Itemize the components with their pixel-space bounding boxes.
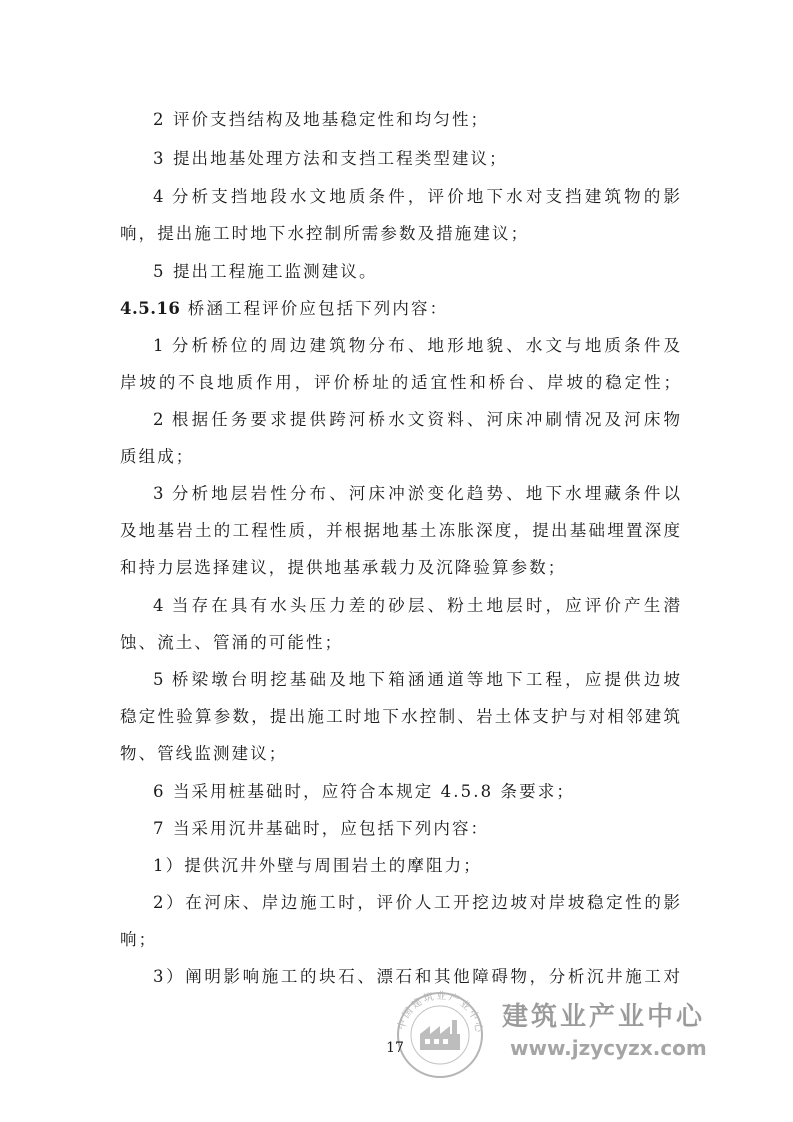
paragraph-line: 7 当采用沉井基础时，应包括下列内容： bbox=[153, 819, 490, 838]
paragraph-line: 岸坡的不良地质作用，评价桥址的适宜性和桥台、岸坡的稳定性； bbox=[120, 373, 680, 392]
paragraph-line: 响，提出施工时地下水控制所需参数及措施建议； bbox=[120, 224, 530, 243]
paragraph-line: 4 当存在具有水头压力差的砂层、粉土地层时，应评价产生潜 bbox=[153, 596, 680, 615]
watermark bbox=[380, 990, 720, 1080]
paragraph-line: 3 分析地层岩性分布、河床冲淤变化趋势、地下水埋藏条件以 bbox=[153, 484, 680, 503]
paragraph-line: 1）提供沉井外壁与周围岩土的摩阻力； bbox=[153, 856, 482, 875]
paragraph-line: 稳定性验算参数，提出施工时地下水控制、岩土体支护与对相邻建筑 bbox=[120, 707, 680, 726]
paragraph-line: 2 评价支挡结构及地基稳定性和均匀性； bbox=[153, 110, 490, 129]
paragraph-line: 及地基岩土的工程性质，并根据地基土冻胀深度，提出基础埋置深度 bbox=[120, 521, 680, 540]
section-heading: 4.5.16 桥涵工程评价应包括下列内容： bbox=[120, 299, 449, 318]
paragraph-line: 1 分析桥位的周边建筑物分布、地形地貌、水文与地质条件及 bbox=[153, 336, 680, 355]
paragraph-line: 3）阐明影响施工的块石、漂石和其他障碍物，分析沉井施工对 bbox=[153, 967, 680, 986]
paragraph-line: 和持力层选择建议，提供地基承载力及沉降验算参数； bbox=[120, 558, 567, 577]
paragraph-line: 响； bbox=[120, 930, 158, 949]
paragraph-line: 4 分析支挡地段水文地质条件，评价地下水对支挡建筑物的影 bbox=[153, 187, 680, 206]
paragraph-line: 2 根据任务要求提供跨河桥水文资料、河床冲刷情况及河床物 bbox=[153, 410, 680, 429]
watermark-brand-name: 建筑业产业中心 bbox=[502, 1002, 706, 1032]
watermark-seal-text: 中国建筑业产业中心 bbox=[396, 990, 485, 1036]
paragraph-line: 2）在河床、岸边施工时，评价人工开挖边坡对岸坡稳定性的影 bbox=[153, 893, 680, 912]
paragraph-line: 蚀、流土、管涌的可能性； bbox=[120, 633, 344, 652]
paragraph-line: 质组成； bbox=[120, 447, 195, 466]
page-number: 17 bbox=[386, 1040, 404, 1056]
paragraph-line: 6 当采用桩基础时，应符合本规定 4.5.8 条要求； bbox=[153, 782, 575, 801]
paragraph-line: 5 提出工程施工监测建议。 bbox=[153, 262, 378, 281]
paragraph-line: 3 提出地基处理方法和支挡工程类型建议； bbox=[153, 149, 508, 168]
watermark-url: www.jzycyzx.com bbox=[510, 1036, 707, 1060]
paragraph-line: 物、管线监测建议； bbox=[120, 744, 288, 763]
section-number: 4.5.16 bbox=[120, 299, 181, 318]
paragraph-line: 5 桥梁墩台明挖基础及地下箱涵通道等地下工程，应提供边坡 bbox=[153, 670, 680, 689]
watermark-seal-icon bbox=[380, 990, 500, 1080]
